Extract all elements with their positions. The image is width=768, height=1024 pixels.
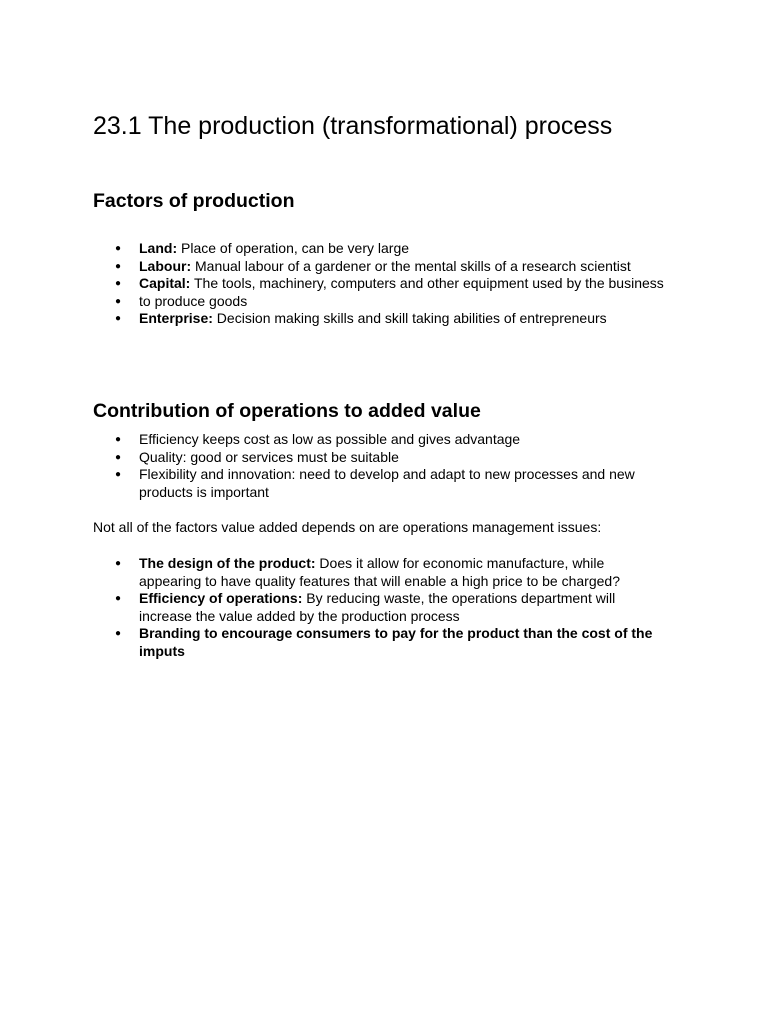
issues-intro-paragraph: Not all of the factors value added depends on are operations management issues: (93, 519, 602, 535)
item-term: Labour: (139, 257, 192, 274)
item-text: By reducing waste, the operations department will increase the value added by the production process (139, 590, 616, 624)
item-term: Branding to encourage consumers to pay for the product than the cost of the imputs (139, 625, 653, 659)
item-term: Land: (139, 240, 178, 256)
item-term: Enterprise: (139, 310, 213, 327)
list-item (93, 310, 683, 328)
item-term: The design of the product: (139, 555, 316, 571)
list-item (93, 258, 683, 276)
contribution-list (93, 431, 683, 501)
list-item (93, 293, 683, 311)
issues-list (93, 555, 683, 661)
item-text: Place of operation, can be very large (177, 240, 410, 256)
list-item (93, 590, 683, 625)
list-item (93, 555, 683, 590)
item-text: Manual labour of a gardener or the mental skills of a research scientist (191, 257, 631, 274)
item-text: to produce goods (139, 292, 248, 309)
list-item: ● Flexibility and innovation: need to develop and adapt to new processes and new products is important (93, 466, 683, 501)
factors-heading: Factors of production (93, 190, 295, 212)
page-title: 23.1 The production (transformational) process (93, 112, 613, 140)
item-text: The tools, machinery, computers and other equipment used by the business (190, 275, 664, 292)
item-term: Capital: (139, 275, 191, 292)
contribution-heading: Contribution of operations to added value (93, 400, 481, 422)
list-item (93, 275, 683, 293)
list-item (93, 625, 683, 660)
list-item (93, 240, 683, 258)
factors-list (93, 240, 683, 328)
list-item: ● Quality: good or services must be suitable (93, 449, 683, 467)
list-item: ● Efficiency keeps cost as low as possible and gives advantage (93, 431, 683, 449)
item-text: Decision making skills and skill taking abilities of entrepreneurs (212, 310, 607, 327)
item-term: Efficiency of operations: (139, 590, 303, 607)
item-text: Does it allow for economic manufacture, while appearing to have quality features that will enable a high price to be charged? (139, 555, 620, 589)
